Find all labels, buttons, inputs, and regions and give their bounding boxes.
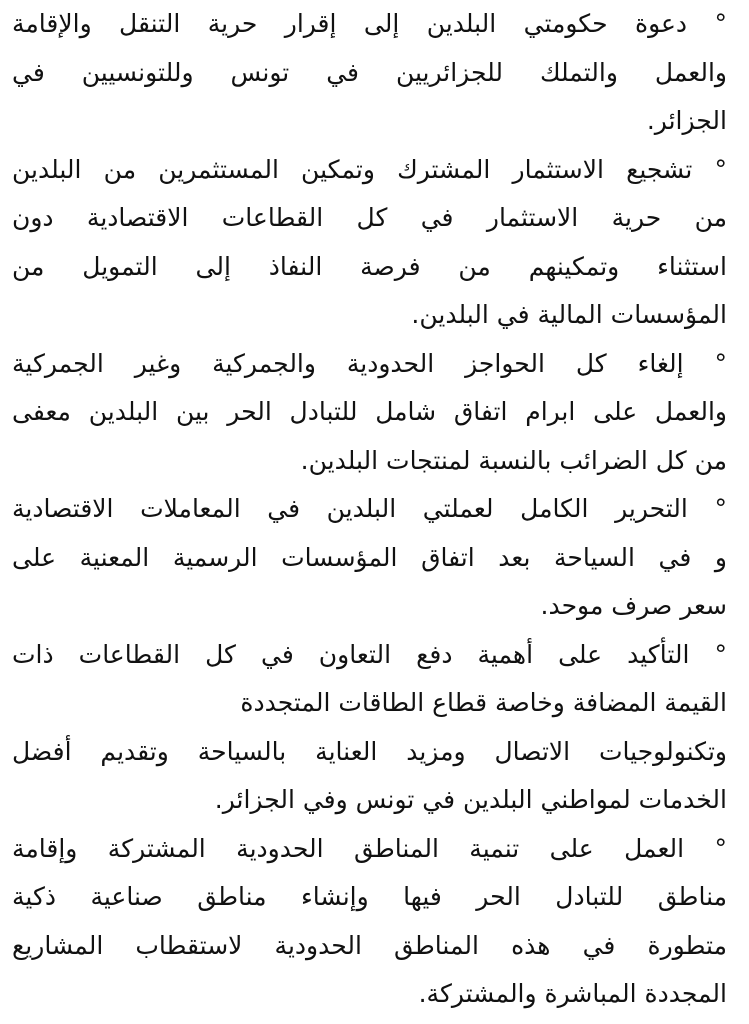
text-line: مناطق للتبادل الحر فيها وإنشاء مناطق صناعية ذكية (12, 882, 727, 911)
text-line: والعمل على ابرام اتفاق شامل للتبادل الحر بين البلدين معفى (12, 397, 727, 426)
text-line: ° التأكيد على أهمية دفع التعاون في كل القطاعات ذات (12, 639, 727, 669)
bullet-icon: ° (714, 348, 727, 378)
text-line: المجددة المباشرة والمشتركة. (418, 979, 727, 1008)
text-line: و في السياحة بعد اتفاق المؤسسات الرسمية المعنية على (12, 542, 727, 572)
list-item (12, 631, 727, 825)
text-line: سعر صرف موحد. (540, 591, 727, 620)
list-item (12, 340, 727, 486)
text-line: القيمة المضافة وخاصة قطاع الطاقات المتجددة (240, 688, 727, 717)
text-line: من كل الضرائب بالنسبة لمنتجات البلدين. (300, 445, 727, 475)
text-line: ° تشجيع الاستثمار المشترك وتمكين المستثمرين من البلدين (12, 154, 727, 184)
text-line: الخدمات لمواطني البلدين في تونس وفي الجزائر. (214, 785, 727, 814)
bullet-icon: ° (714, 154, 727, 184)
text-line: ° إلغاء كل الحواجز الحدودية والجمركية وغير الجمركية (12, 348, 727, 378)
text-line: استثناء وتمكينهم من فرصة النفاذ إلى التمويل من (12, 251, 727, 281)
text-line: متطورة في هذه المناطق الحدودية لاستقطاب المشاريع (12, 930, 727, 960)
text-line: ° التحرير الكامل لعملتي البلدين في المعاملات الاقتصادية (12, 494, 727, 523)
text-line: من حرية الاستثمار في كل القطاعات الاقتصادية دون (12, 203, 727, 232)
text-line: الجزائر. (646, 106, 727, 135)
list-item (12, 0, 727, 146)
bullet-icon: ° (714, 9, 727, 38)
bullet-icon: ° (714, 833, 728, 863)
list-item (12, 485, 727, 631)
bullet-icon: ° (714, 494, 727, 523)
text-line: المؤسسات المالية في البلدين. (411, 300, 727, 329)
list-item (12, 146, 727, 340)
text-line: والعمل والتملك للجزائريين في تونس وللتونسيين في (12, 57, 727, 87)
text-line: ° دعوة حكومتي البلدين إلى إقرار حرية التنقل والإقامة (12, 9, 727, 38)
text-line: وتكنولوجيات الاتصال ومزيد العناية بالسياحة وتقديم أفضل (12, 736, 727, 766)
bullet-icon: ° (714, 639, 727, 669)
list-item (12, 825, 727, 1019)
text-line: ° العمل على تنمية المناطق الحدودية المشتركة وإقامة (12, 833, 728, 863)
